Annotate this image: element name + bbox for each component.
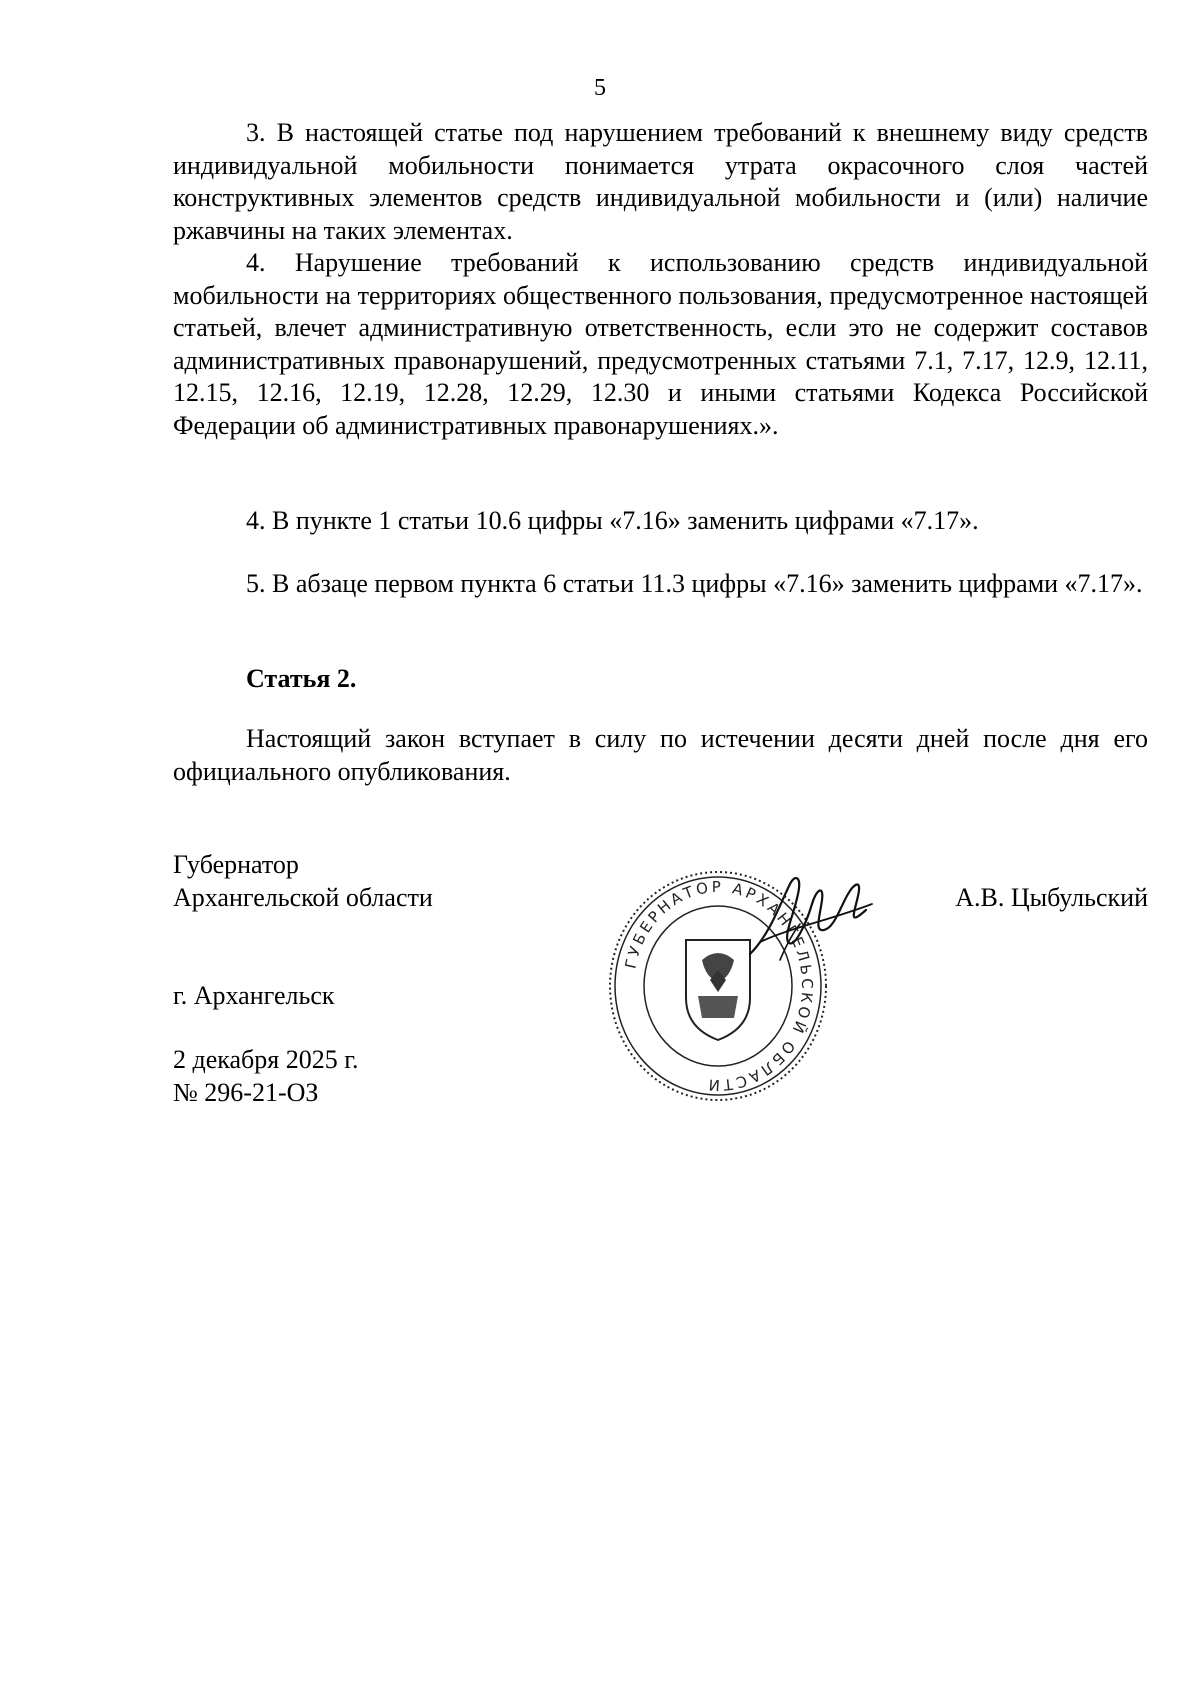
- article-heading: Статья 2.: [246, 664, 357, 693]
- law-number: № 296-21-ОЗ: [173, 1078, 319, 1107]
- date: 2 декабря 2025 г.: [173, 1045, 359, 1074]
- seal-lettering: ГУБЕРНАТОР АРХАНГЕЛЬСКОЙ ОБЛАСТИ: [621, 877, 817, 1095]
- place: г. Архангельск: [173, 981, 335, 1010]
- signatory-title-line1: Губернатор: [173, 850, 299, 879]
- paragraph-clause-4: 4. Нарушение требований к использованию средств индивидуальной мобильности на территориях общественного пользования, предусмотренное настоящей статьей, влечет административную ответственность, если это не содержит составов административных правонарушений, предусмотренных статьями 7.1, 7.17, 12.9, 12.11, 12.15, 12.16, 12.19, 12.28, 12.29, 12.30 и иными статьями Кодекса Российской Федерации об административных правонарушениях.».: [173, 248, 1148, 440]
- handwritten-signature: [740, 864, 880, 974]
- paragraph-item-5: 5. В абзаце первом пункта 6 статьи 11.3 цифры «7.16» заменить цифрами «7.17».: [246, 569, 1143, 598]
- signatory-title-line2: Архангельской области: [173, 883, 433, 912]
- paragraph-article-2: Настоящий закон вступает в силу по истечении десяти дней после дня его официального опубликования.: [173, 724, 1148, 786]
- paragraph-item-4: 4. В пункте 1 статьи 10.6 цифры «7.16» заменить цифрами «7.17».: [246, 506, 979, 535]
- arms-base-icon: [698, 996, 738, 1018]
- signatory-name: А.В. Цыбульский: [955, 883, 1148, 912]
- paragraph-clause-3: 3. В настоящей статье под нарушением требований к внешнему виду средств индивидуальной мобильности понимается утрата окрасочного слоя частей конструктивных элементов средств индивидуальной мобильности и (или) наличие ржавчины на таких элементах.: [173, 118, 1148, 245]
- page-number: 5: [594, 75, 606, 101]
